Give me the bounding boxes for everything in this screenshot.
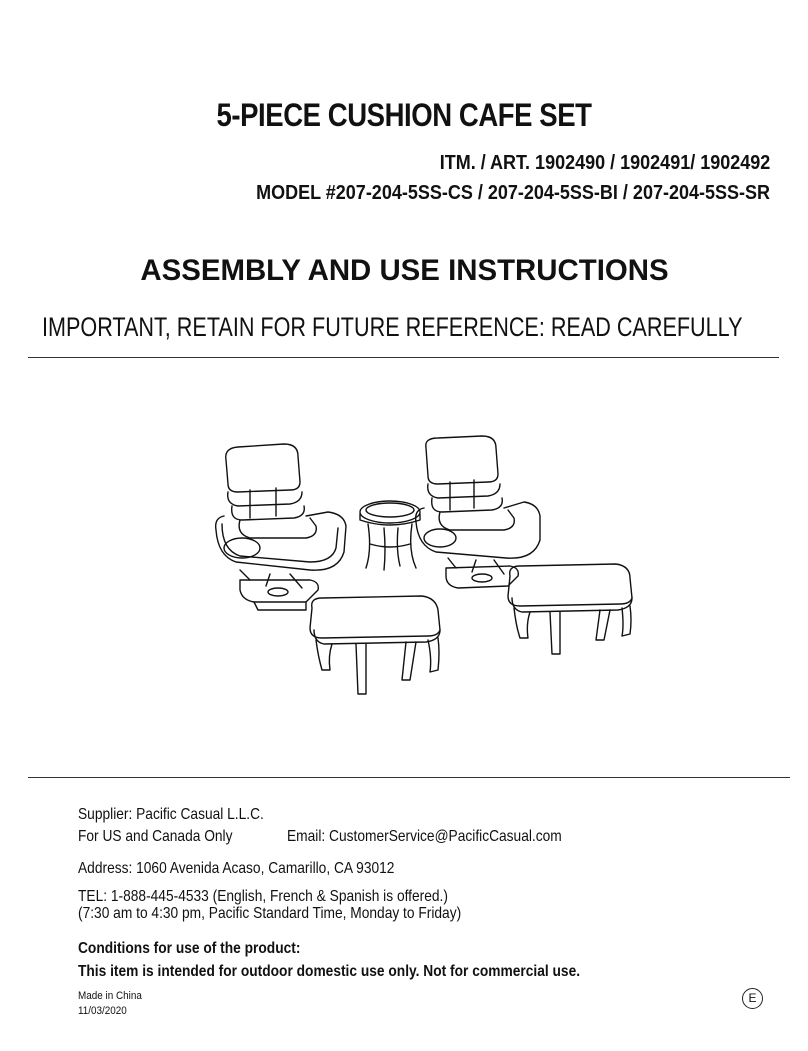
supplier-line: Supplier: Pacific Casual L.L.C. [78, 806, 264, 823]
important-notice: IMPORTANT, RETAIN FOR FUTURE REFERENCE: READ CAREFULLY [42, 312, 743, 342]
right-chair-drawing [416, 436, 540, 588]
conditions-text: This item is intended for outdoor domestic use only. Not for commercial use. [78, 963, 581, 980]
left-chair-drawing [216, 444, 346, 610]
model-numbers: MODEL #207-204-5SS-CS / 207-204-5SS-BI / 207-204-5SS-SR [256, 182, 770, 204]
made-in-label: Made in China [78, 990, 142, 1002]
item-numbers: ITM. / ART. 1902490 / 1902491/ 1902492 [439, 152, 770, 174]
hours-line: (7:30 am to 4:30 pm, Pacific Standard Time, Monday to Friday) [78, 905, 462, 922]
assembly-heading: ASSEMBLY AND USE INSTRUCTIONS [139, 254, 669, 287]
top-divider [28, 357, 779, 358]
address-line: Address: 1060 Avenida Acaso, Camarillo, CA 93012 [78, 860, 395, 877]
cafe-set-illustration [210, 430, 650, 700]
email-line: Email: CustomerService@PacificCasual.com [287, 828, 562, 845]
phone-line: TEL: 1-888-445-4533 (English, French & Spanish is offered.) [78, 888, 448, 905]
date-label: 11/03/2020 [78, 1005, 127, 1017]
language-badge: E [742, 988, 763, 1009]
document-title: 5-PIECE CUSHION CAFE SET [216, 97, 592, 133]
bottom-divider [28, 777, 790, 778]
side-table-drawing [360, 501, 420, 570]
conditions-heading: Conditions for use of the product: [78, 940, 301, 957]
region-line: For US and Canada Only [78, 828, 233, 845]
back-ottoman-drawing [508, 564, 632, 654]
front-ottoman-drawing [310, 596, 440, 694]
